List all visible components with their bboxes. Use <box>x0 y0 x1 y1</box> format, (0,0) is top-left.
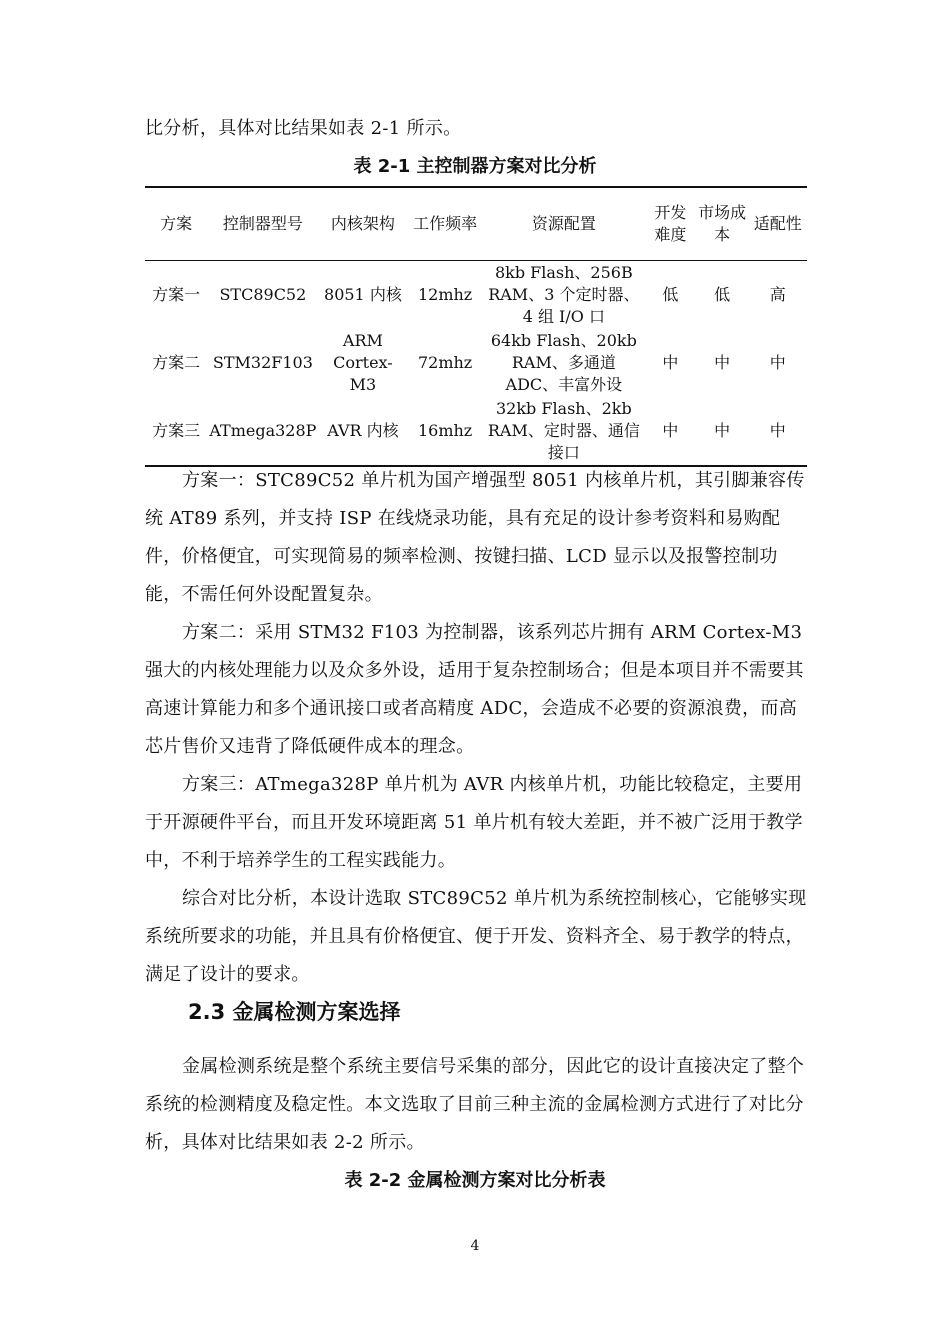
header-cell: 方案 <box>160 214 193 233</box>
table-cell: 方案二 <box>152 353 201 372</box>
table-header-row <box>145 187 807 261</box>
paragraph-scheme-three: 方案三：ATmega328P 单片机为 AVR 内核单片机，功能比较稳定，主要用于开源硬件平台，而且开发环境距离 51 单片机有较大差距，并不被广泛用于教学中，不利于培养学生的工程实践能力。 <box>145 774 803 871</box>
header-cell: 适配性 <box>753 214 802 233</box>
header-cell: 控制器型号 <box>222 214 303 233</box>
section-heading: 2.3 金属检测方案选择 <box>188 1000 401 1024</box>
table-cell: 72mhz <box>417 353 473 372</box>
table-cell: 中 <box>769 421 786 440</box>
paragraph-metal-detection: 金属检测系统是整个系统主要信号采集的部分，因此它的设计直接决定了整个系统的检测精度及稳定性。本文选取了目前三种主流的金属检测方式进行了对比分析，具体对比结果如表 2-2 所示。 <box>145 1056 805 1153</box>
table-cell: 16mhz <box>417 421 473 440</box>
table-cell: 中 <box>662 353 679 372</box>
table2-caption: 表 2-2 金属检测方案对比分析表 <box>344 1170 606 1191</box>
table-cell: 8051 内核 <box>324 285 402 304</box>
table1-caption: 表 2-1 主控制器方案对比分析 <box>353 156 597 177</box>
controller-comparison-table <box>145 186 807 467</box>
table-cell: 8kb Flash、256B RAM、3 个定时器、4 组 I/O 口 <box>488 263 640 326</box>
page-number: 4 <box>470 1238 480 1254</box>
table-cell: 中 <box>714 421 731 440</box>
table-cell: STC89C52 <box>219 285 307 304</box>
table-cell: 高 <box>769 285 786 304</box>
table-row <box>145 261 807 330</box>
table-cell: 低 <box>714 285 731 304</box>
table-cell: AVR 内核 <box>327 421 399 440</box>
header-cell: 内核架构 <box>330 214 395 233</box>
table-row <box>145 397 807 466</box>
table-cell: STM32F103 <box>212 353 313 372</box>
paragraph-conclusion: 综合对比分析，本设计选取 STC89C52 单片机为系统控制核心，它能够实现系统所要求的功能，并且具有价格便宜、便于开发、资料齐全、易于教学的特点，满足了设计的要求。 <box>145 888 807 985</box>
paragraph-scheme-two: 方案二：采用 STM32 F103 为控制器，该系列芯片拥有 ARM Cortex-M3 强大的内核处理能力以及众多外设，适用于复杂控制场合；但是本项目并不需要其高速计算能力和多个通讯接口或者高精度 ADC，会造成不必要的资源浪费，而高芯片售价又违背了降低硬件成本的理念。 <box>145 622 804 757</box>
intro-line: 比分析，具体对比结果如表 2-1 所示。 <box>145 118 462 139</box>
table-cell: 方案三 <box>152 421 201 440</box>
table-cell: 32kb Flash、2kb RAM、定时器、通信接口 <box>487 399 640 462</box>
table-cell: 中 <box>714 353 731 372</box>
table-cell: 低 <box>662 285 679 304</box>
table-cell: 方案一 <box>152 285 201 304</box>
header-cell: 资源配置 <box>531 214 596 233</box>
table-row <box>145 329 807 397</box>
table-cell: ARM Cortex-M3 <box>333 331 393 394</box>
header-cell: 市场成本 <box>698 203 747 244</box>
header-cell: 开发难度 <box>654 203 687 244</box>
paragraph-scheme-one: 方案一：STC89C52 单片机为国产增强型 8051 内核单片机，其引脚兼容传统 AT89 系列，并支持 ISP 在线烧录功能，具有充足的设计参考资料和易购配件，价格便宜，可实现简易的频率检测、按键扫描、LCD 显示以及报警控制功能，不需任何外设配置复杂。 <box>145 470 805 605</box>
table-cell: 64kb Flash、20kb RAM、多通道 ADC、丰富外设 <box>490 331 637 394</box>
table-cell: 中 <box>769 353 786 372</box>
table-cell: 中 <box>662 421 679 440</box>
table-cell: 12mhz <box>417 285 473 304</box>
header-cell: 工作频率 <box>413 214 478 233</box>
table-cell: ATmega328P <box>209 421 317 440</box>
